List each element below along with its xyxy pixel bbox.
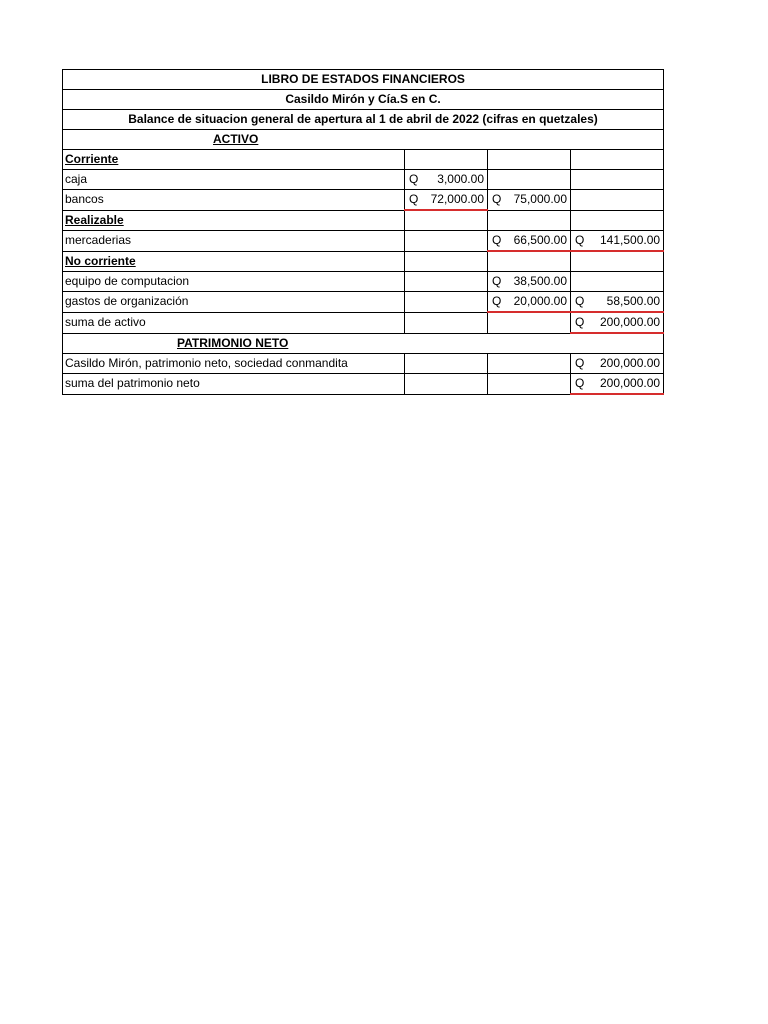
statement-row xyxy=(63,110,664,130)
amount-value: 3,000.00 xyxy=(437,172,484,186)
currency-symbol: Q xyxy=(409,172,419,186)
row-label: equipo de computacion xyxy=(63,272,405,292)
amount-value: 200,000.00 xyxy=(599,356,661,370)
amount-cell xyxy=(571,374,664,395)
section-corriente: Corriente xyxy=(63,150,405,170)
currency-symbol: Q xyxy=(492,294,502,308)
currency-symbol: Q xyxy=(575,233,585,247)
amount-value: 200,000.00 xyxy=(599,376,661,390)
amount-cell xyxy=(488,292,571,313)
statement-title: Balance de situacion general de apertura al 1 de abril de 2022 (cifras en quetzales) xyxy=(63,110,664,130)
currency-symbol: Q xyxy=(575,315,585,329)
table-row xyxy=(63,374,664,395)
table-row xyxy=(63,354,664,374)
row-label: suma del patrimonio neto xyxy=(63,374,405,395)
amount-cell xyxy=(488,272,571,292)
amount-cell xyxy=(571,354,664,374)
amount-value: 72,000.00 xyxy=(430,192,484,206)
company-name: Casildo Mirón y Cía.S en C. xyxy=(63,90,664,110)
company-row xyxy=(63,90,664,110)
currency-symbol: Q xyxy=(409,192,419,206)
amount-cell xyxy=(488,190,571,211)
currency-symbol: Q xyxy=(492,274,502,288)
row-label: caja xyxy=(63,170,405,190)
table-row xyxy=(63,312,664,333)
amount-value: 38,500.00 xyxy=(513,274,567,288)
currency-symbol: Q xyxy=(492,192,502,207)
amount-value: 75,000.00 xyxy=(513,192,567,207)
amount-value: 58,500.00 xyxy=(606,294,661,308)
balance-table xyxy=(62,69,664,395)
title-row xyxy=(63,70,664,90)
section-realizable: Realizable xyxy=(63,210,405,231)
amount-cell xyxy=(405,190,488,211)
table-row xyxy=(63,251,664,272)
row-label: bancos xyxy=(63,190,405,211)
table-row xyxy=(63,272,664,292)
section-activo: ACTIVO xyxy=(213,132,259,146)
amount-cell xyxy=(571,231,664,252)
amount-value: 66,500.00 xyxy=(513,233,567,247)
currency-symbol: Q xyxy=(575,294,585,308)
amount-value: 141,500.00 xyxy=(599,233,661,247)
amount-cell xyxy=(488,231,571,252)
amount-cell xyxy=(571,292,664,313)
row-label: mercaderias xyxy=(63,231,405,252)
section-no-corriente: No corriente xyxy=(63,251,405,272)
table-row xyxy=(63,210,664,231)
table-row xyxy=(63,130,664,150)
currency-symbol: Q xyxy=(492,233,502,247)
amount-cell xyxy=(571,312,664,333)
amount-cell xyxy=(405,170,488,190)
amount-value: 200,000.00 xyxy=(599,315,661,329)
row-label: Casildo Mirón, patrimonio neto, sociedad conmandita xyxy=(63,354,405,374)
currency-symbol: Q xyxy=(575,356,585,370)
row-label: gastos de organización xyxy=(63,292,405,313)
currency-symbol: Q xyxy=(575,376,585,390)
table-row xyxy=(63,231,664,252)
balance-sheet xyxy=(62,69,663,395)
table-row xyxy=(63,190,664,211)
table-row xyxy=(63,292,664,313)
row-label: suma de activo xyxy=(63,312,405,333)
table-row xyxy=(63,170,664,190)
table-row xyxy=(63,150,664,170)
book-title: LIBRO DE ESTADOS FINANCIEROS xyxy=(63,70,664,90)
table-row xyxy=(63,333,664,354)
amount-value: 20,000.00 xyxy=(513,294,567,308)
section-patrimonio-neto: PATRIMONIO NETO xyxy=(177,336,289,350)
